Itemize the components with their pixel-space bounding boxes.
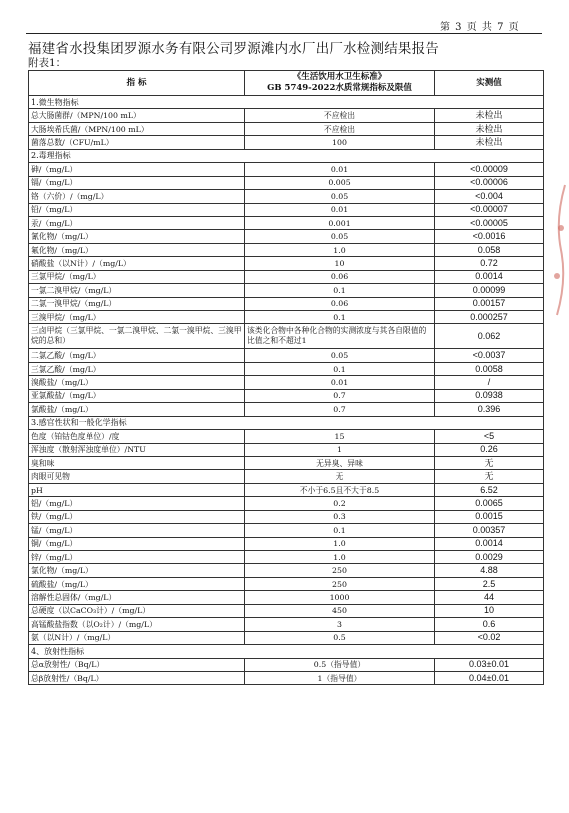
indicator-name: 镉/（mg/L） [29,176,245,189]
indicator-name: 硝酸盐（以N计）/（mg/L） [29,257,245,270]
measured-value: <0.00005 [435,216,544,229]
table-row [29,591,544,604]
standard-limit: 0.06 [245,270,435,283]
table-row [29,243,544,256]
measured-value: 10 [435,604,544,617]
indicator-name: 溴酸盐/（mg/L） [29,376,245,389]
table-row [29,537,544,550]
measured-value: 0.00157 [435,297,544,310]
standard-limit: 450 [245,604,435,617]
table-row [29,618,544,631]
indicator-name: 氯化物/（mg/L） [29,564,245,577]
table-row [29,109,544,122]
header-standard-line1: 《生活饮用水卫生标准》 [292,72,387,82]
table-row [29,284,544,297]
report-title: 福建省水投集团罗源水务有限公司罗源滩内水厂出厂水检测结果报告 [28,41,439,57]
indicator-name: 总大肠菌群/（MPN/100 mL） [29,109,245,122]
measured-value: 0.26 [435,443,544,456]
indicator-name: 三氯乙酸/（mg/L） [29,362,245,375]
table-row [29,122,544,135]
table-row [29,297,544,310]
table-row [29,403,544,416]
standard-limit: 0.01 [245,163,435,176]
measured-value: / [435,376,544,389]
table-row [29,257,544,270]
table-row [29,203,544,216]
measured-value: <0.00006 [435,176,544,189]
table-row [29,658,544,671]
standard-limit: 无异臭、异味 [245,456,435,469]
section-label: 1.微生物指标 [29,96,544,109]
indicator-name: 铜/（mg/L） [29,537,245,550]
standard-limit: 0.05 [245,230,435,243]
indicator-name: 浑浊度（散射浑浊度单位）/NTU [29,443,245,456]
section-label: 2.毒理指标 [29,149,544,162]
measured-value: 0.0029 [435,551,544,564]
measured-value: <0.00009 [435,163,544,176]
measured-value: <0.0037 [435,349,544,362]
standard-limit: 不小于6.5且不大于8.5 [245,483,435,496]
indicator-name: 铅/（mg/L） [29,203,245,216]
measured-value: 6.52 [435,483,544,496]
measured-value: <0.00007 [435,203,544,216]
section-row [29,149,544,162]
indicator-name: 大肠埃希氏菌/（MPN/100 mL） [29,122,245,135]
standard-limit: 100 [245,136,435,149]
indicator-name: 一氯二溴甲烷/（mg/L） [29,284,245,297]
standard-limit: 250 [245,564,435,577]
indicator-name: 臭和味 [29,456,245,469]
table-row [29,671,544,684]
measured-value: 0.396 [435,403,544,416]
standard-limit: 0.3 [245,510,435,523]
standard-limit: 0.05 [245,190,435,203]
measured-value: 0.0065 [435,497,544,510]
table-row [29,376,544,389]
seal-stamp-fragment [547,180,569,320]
indicator-name: 总β放射性/（Bq/L） [29,671,245,684]
indicator-name: 总硬度（以CaCO₃计）/（mg/L） [29,604,245,617]
standard-limit: 0.5（指导值） [245,658,435,671]
indicator-name: 菌落总数/（CFU/mL） [29,136,245,149]
indicator-name: 三卤甲烷（三氯甲烷、一氯二溴甲烷、二氯一溴甲烷、三溴甲烷的总和） [29,324,245,349]
measured-value: 0.058 [435,243,544,256]
measured-value: 无 [435,470,544,483]
measured-value: 0.00099 [435,284,544,297]
table-row [29,324,544,349]
standard-limit: 15 [245,430,435,443]
standard-limit: 3 [245,618,435,631]
measured-value: 0.0015 [435,510,544,523]
measured-value: 44 [435,591,544,604]
standard-limit: 1（指导值） [245,671,435,684]
table-row [29,577,544,590]
table-row [29,524,544,537]
indicator-name: 砷/（mg/L） [29,163,245,176]
indicator-name: 色度（铂钴色度单位）/度 [29,430,245,443]
measured-value: 0.72 [435,257,544,270]
standard-limit: 0.1 [245,362,435,375]
measured-value: 0.062 [435,324,544,349]
measured-value: 无 [435,456,544,469]
measured-value: 0.04±0.01 [435,671,544,684]
indicator-name: 氨（以N计）/（mg/L） [29,631,245,644]
standard-limit: 10 [245,257,435,270]
indicator-name: 铝/（mg/L） [29,497,245,510]
table-row [29,604,544,617]
indicator-name: 亚氯酸盐/（mg/L） [29,389,245,402]
measured-value: 0.0014 [435,270,544,283]
standard-limit: 0.001 [245,216,435,229]
table-row [29,190,544,203]
section-row [29,96,544,109]
section-label: 3.感官性状和一般化学指标 [29,416,544,429]
header-rule [26,33,542,34]
measured-value: 0.6 [435,618,544,631]
standard-limit: 该类化合物中各种化合物的实测浓度与其各自限值的比值之和不超过1 [245,324,435,349]
standard-limit: 250 [245,577,435,590]
section-row [29,416,544,429]
standard-limit: 0.06 [245,297,435,310]
table-row [29,270,544,283]
table-row [29,136,544,149]
section-row [29,645,544,658]
table-body [29,96,544,685]
measured-value: <0.0016 [435,230,544,243]
standard-limit: 1.0 [245,551,435,564]
measured-value: 未检出 [435,122,544,135]
table-row [29,456,544,469]
standard-limit: 1.0 [245,537,435,550]
indicator-name: 氰化物/（mg/L） [29,230,245,243]
standard-limit: 0.1 [245,284,435,297]
table-header-row [29,71,544,96]
table-row [29,551,544,564]
standard-limit: 0.5 [245,631,435,644]
indicator-name: 二氯一溴甲烷/（mg/L） [29,297,245,310]
table-row [29,230,544,243]
indicator-name: 氟化物/（mg/L） [29,243,245,256]
table-row [29,389,544,402]
table-row [29,497,544,510]
indicator-name: 硫酸盐/（mg/L） [29,577,245,590]
table-row [29,631,544,644]
measured-value: 0.0058 [435,362,544,375]
standard-limit: 0.7 [245,389,435,402]
measured-value: 4.88 [435,564,544,577]
table-row [29,470,544,483]
header-indicator: 指 标 [29,71,245,96]
measured-value: 0.0014 [435,537,544,550]
indicator-name: pH [29,483,245,496]
table-row [29,564,544,577]
measured-value: 0.0938 [435,389,544,402]
indicator-name: 铬（六价）/（mg/L） [29,190,245,203]
indicator-name: 二氯乙酸/（mg/L） [29,349,245,362]
indicator-name: 锰/（mg/L） [29,524,245,537]
indicator-name: 汞/（mg/L） [29,216,245,229]
indicator-name: 三氯甲烷/（mg/L） [29,270,245,283]
measured-value: <5 [435,430,544,443]
indicator-name: 氯酸盐/（mg/L） [29,403,245,416]
measured-value: <0.02 [435,631,544,644]
table-row [29,443,544,456]
table-row [29,311,544,324]
page-number: 第 3 页 共 7 页 [440,22,520,33]
standard-limit: 0.01 [245,376,435,389]
table-row [29,216,544,229]
table-row [29,483,544,496]
indicator-name: 高锰酸盐指数（以O₂计）/（mg/L） [29,618,245,631]
standard-limit: 0.7 [245,403,435,416]
standard-limit: 1 [245,443,435,456]
standard-limit: 0.2 [245,497,435,510]
table-row [29,349,544,362]
table-row [29,510,544,523]
table-row [29,430,544,443]
standard-limit: 0.005 [245,176,435,189]
indicator-name: 总α放射性/（Bq/L） [29,658,245,671]
measured-value: 0.00357 [435,524,544,537]
header-standard-line2: GB 5749-2022水质常规指标及限值 [267,83,412,93]
indicator-name: 三溴甲烷/（mg/L） [29,311,245,324]
measured-value: 未检出 [435,136,544,149]
standard-limit: 0.05 [245,349,435,362]
standard-limit: 不应检出 [245,109,435,122]
standard-limit: 0.1 [245,311,435,324]
standard-limit: 不应检出 [245,122,435,135]
table-row [29,176,544,189]
table-row [29,362,544,375]
results-table [28,70,544,685]
indicator-name: 铁/（mg/L） [29,510,245,523]
table-row [29,163,544,176]
standard-limit: 1000 [245,591,435,604]
standard-limit: 0.01 [245,203,435,216]
measured-value: 未检出 [435,109,544,122]
measured-value: 0.000257 [435,311,544,324]
indicator-name: 肉眼可见物 [29,470,245,483]
standard-limit: 无 [245,470,435,483]
measured-value: 0.03±0.01 [435,658,544,671]
standard-limit: 0.1 [245,524,435,537]
attachment-label: 附表1： [28,57,67,69]
section-label: 4、放射性指标 [29,645,544,658]
header-standard [245,71,435,96]
measured-value: <0.004 [435,190,544,203]
indicator-name: 溶解性总固体/（mg/L） [29,591,245,604]
measured-value: 2.5 [435,577,544,590]
header-measured: 实测值 [435,71,544,96]
standard-limit: 1.0 [245,243,435,256]
indicator-name: 锌/（mg/L） [29,551,245,564]
